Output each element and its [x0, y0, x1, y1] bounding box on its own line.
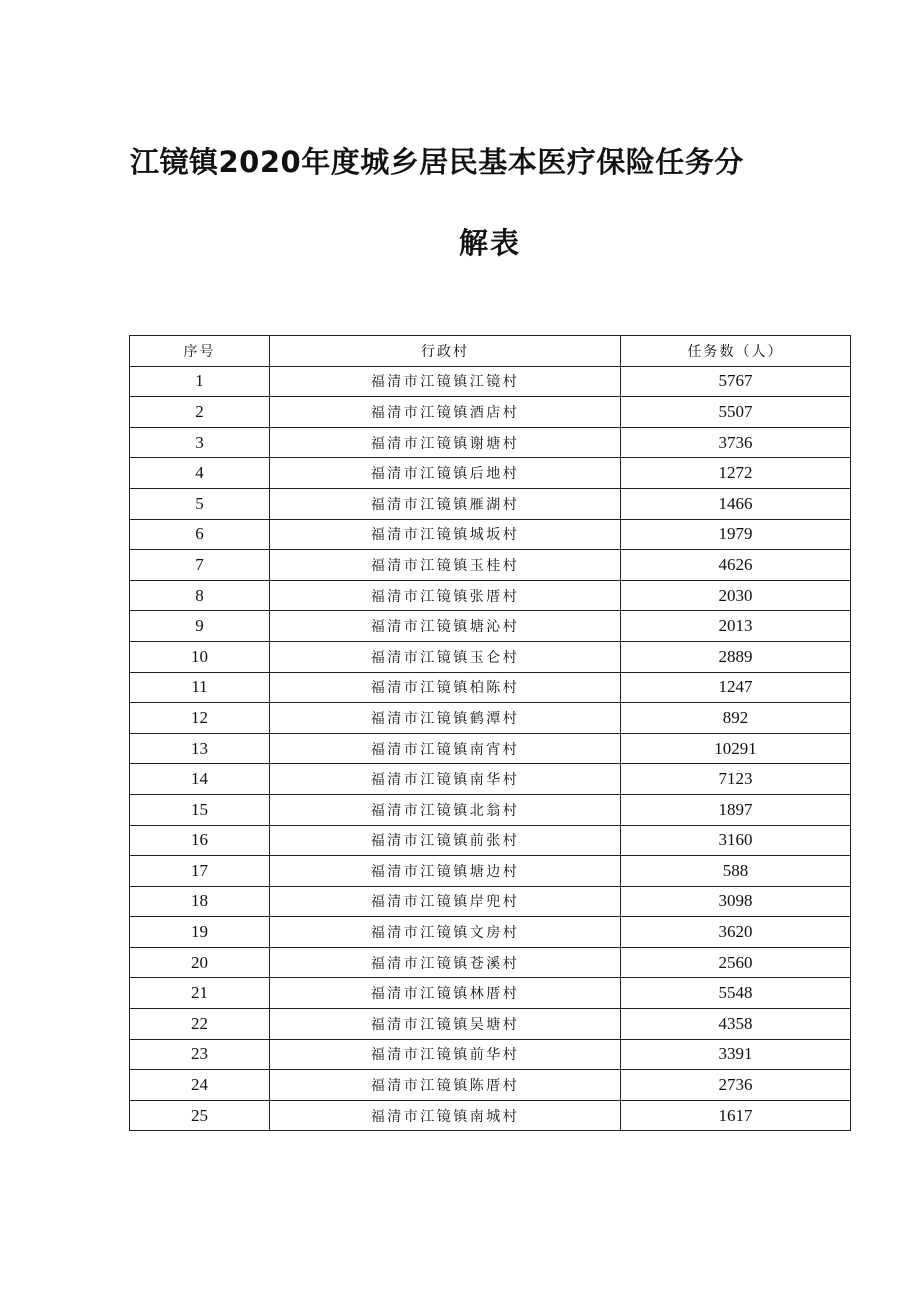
- cell-village: 福清市江镜镇吴塘村: [270, 1009, 621, 1040]
- cell-village: 福清市江镜镇江镜村: [270, 366, 621, 397]
- cell-index: 12: [130, 703, 270, 734]
- cell-count: 4626: [621, 550, 851, 581]
- cell-index: 21: [130, 978, 270, 1009]
- table-row: [130, 550, 851, 581]
- table-row: [130, 764, 851, 795]
- cell-village: 福清市江镜镇张厝村: [270, 580, 621, 611]
- cell-count: 1617: [621, 1100, 851, 1131]
- cell-count: 3160: [621, 825, 851, 856]
- table-row: [130, 1100, 851, 1131]
- cell-count: 2030: [621, 580, 851, 611]
- cell-count: 1979: [621, 519, 851, 550]
- cell-village: 福清市江镜镇城坂村: [270, 519, 621, 550]
- table-row: [130, 427, 851, 458]
- cell-index: 9: [130, 611, 270, 642]
- cell-index: 4: [130, 458, 270, 489]
- cell-count: 10291: [621, 733, 851, 764]
- header-index: 序号: [130, 336, 270, 367]
- cell-count: 3620: [621, 917, 851, 948]
- cell-count: 4358: [621, 1009, 851, 1040]
- cell-count: 7123: [621, 764, 851, 795]
- cell-village: 福清市江镜镇鹤潭村: [270, 703, 621, 734]
- table-row: [130, 856, 851, 887]
- page-title-continuation: 解表: [458, 226, 521, 260]
- cell-count: 1272: [621, 458, 851, 489]
- task-allocation-table: [129, 335, 851, 1131]
- table-row: [130, 917, 851, 948]
- cell-index: 1: [130, 366, 270, 397]
- cell-count: 2736: [621, 1070, 851, 1101]
- cell-village: 福清市江镜镇北翁村: [270, 794, 621, 825]
- cell-index: 25: [130, 1100, 270, 1131]
- cell-count: 2013: [621, 611, 851, 642]
- cell-village: 福清市江镜镇前华村: [270, 1039, 621, 1070]
- table-header-row: [130, 336, 851, 367]
- cell-count: 3098: [621, 886, 851, 917]
- table-row: [130, 1039, 851, 1070]
- table-row: [130, 733, 851, 764]
- header-village: 行政村: [270, 336, 621, 367]
- cell-count: 1897: [621, 794, 851, 825]
- cell-count: 5548: [621, 978, 851, 1009]
- cell-village: 福清市江镜镇后地村: [270, 458, 621, 489]
- header-count: 任务数（人）: [621, 336, 851, 367]
- table-row: [130, 519, 851, 550]
- cell-index: 22: [130, 1009, 270, 1040]
- cell-index: 3: [130, 427, 270, 458]
- table-row: [130, 794, 851, 825]
- cell-village: 福清市江镜镇前张村: [270, 825, 621, 856]
- table-row: [130, 672, 851, 703]
- cell-village: 福清市江镜镇雁湖村: [270, 488, 621, 519]
- cell-village: 福清市江镜镇谢塘村: [270, 427, 621, 458]
- cell-index: 5: [130, 488, 270, 519]
- cell-index: 19: [130, 917, 270, 948]
- cell-count: 5507: [621, 397, 851, 428]
- page-title: 江镜镇2020年度城乡居民基本医疗保险任务分: [130, 145, 744, 179]
- cell-index: 11: [130, 672, 270, 703]
- cell-count: 5767: [621, 366, 851, 397]
- table-row: [130, 366, 851, 397]
- table-row: [130, 1009, 851, 1040]
- cell-count: 3736: [621, 427, 851, 458]
- cell-village: 福清市江镜镇林厝村: [270, 978, 621, 1009]
- table-row: [130, 1070, 851, 1101]
- cell-village: 福清市江镜镇玉桂村: [270, 550, 621, 581]
- cell-village: 福清市江镜镇陈厝村: [270, 1070, 621, 1101]
- cell-count: 2889: [621, 641, 851, 672]
- table-row: [130, 397, 851, 428]
- cell-count: 588: [621, 856, 851, 887]
- cell-index: 14: [130, 764, 270, 795]
- cell-index: 10: [130, 641, 270, 672]
- cell-index: 23: [130, 1039, 270, 1070]
- cell-index: 7: [130, 550, 270, 581]
- cell-index: 24: [130, 1070, 270, 1101]
- cell-index: 15: [130, 794, 270, 825]
- cell-village: 福清市江镜镇塘沁村: [270, 611, 621, 642]
- cell-village: 福清市江镜镇塘边村: [270, 856, 621, 887]
- cell-village: 福清市江镜镇酒店村: [270, 397, 621, 428]
- cell-index: 13: [130, 733, 270, 764]
- cell-village: 福清市江镜镇苍溪村: [270, 947, 621, 978]
- table-row: [130, 641, 851, 672]
- table-row: [130, 703, 851, 734]
- cell-index: 8: [130, 580, 270, 611]
- cell-count: 1466: [621, 488, 851, 519]
- cell-village: 福清市江镜镇文房村: [270, 917, 621, 948]
- table-row: [130, 458, 851, 489]
- table-header: [130, 336, 851, 367]
- cell-index: 6: [130, 519, 270, 550]
- table-body: [130, 366, 851, 1131]
- cell-count: 892: [621, 703, 851, 734]
- cell-village: 福清市江镜镇玉仑村: [270, 641, 621, 672]
- cell-index: 2: [130, 397, 270, 428]
- table-row: [130, 580, 851, 611]
- table-row: [130, 488, 851, 519]
- table-row: [130, 611, 851, 642]
- cell-count: 1247: [621, 672, 851, 703]
- cell-index: 17: [130, 856, 270, 887]
- cell-index: 18: [130, 886, 270, 917]
- cell-count: 2560: [621, 947, 851, 978]
- cell-index: 16: [130, 825, 270, 856]
- cell-village: 福清市江镜镇南宵村: [270, 733, 621, 764]
- table-row: [130, 886, 851, 917]
- table-row: [130, 825, 851, 856]
- table-row: [130, 978, 851, 1009]
- cell-village: 福清市江镜镇南城村: [270, 1100, 621, 1131]
- cell-count: 3391: [621, 1039, 851, 1070]
- cell-village: 福清市江镜镇岸兜村: [270, 886, 621, 917]
- cell-village: 福清市江镜镇柏陈村: [270, 672, 621, 703]
- table-row: [130, 947, 851, 978]
- cell-index: 20: [130, 947, 270, 978]
- cell-village: 福清市江镜镇南华村: [270, 764, 621, 795]
